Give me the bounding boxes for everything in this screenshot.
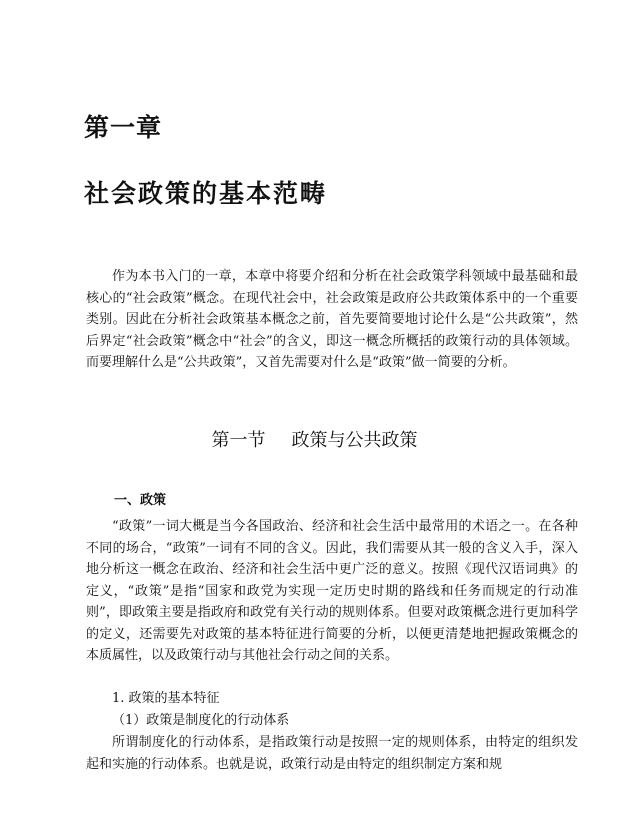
section-heading (0, 426, 629, 452)
body-paragraph-1: “政策”一词大概是当今各国政治、经济和社会生活中最常用的术语之一。在各种不同的场合，“政策”一词有不同的含义。因此，我们需要从其一般的含义入手，深入地分析这一概念在政治、经济和社会生活中更广泛的意义。按照《现代汉语词典》的定义，“政策”是指“国家和政党为实现一定历史时期的路线和任务而规定的行动准则”，即政策主要是指政府和政党有关行动的规则体系。但要对政策概念进行更加科学的定义，还需要先对政策的基本特征进行简要的分析，以便更清楚地把握政策概念的本质属性，以及政策行动与其他社会行动之间的关系。 (86, 519, 578, 663)
body-paragraph-2: 所谓制度化的行动体系，是指政策行动是按照一定的规则体系，由特定的组织发起和实施的行动体系。也就是说，政策行动是由特定的组织制定方案和规 (86, 735, 578, 772)
list-item-heading-2: （1）政策是制度化的行动体系 (112, 713, 290, 728)
section-number: 第一节 (211, 430, 266, 451)
chapter-label: 第一章 (84, 113, 163, 142)
intro-paragraph: 作为本书入门的一章，本章中将要介绍和分析在社会政策学科领域中最基础和最核心的“社会政策”概念。在现代社会中，社会政策是政府公共政策体系中的一个重要类别。因此在分析社会政策基本概念之前，首先要简要地讨论什么是“公共政策”，然后界定“社会政策”概念中“社会”的含义，即这一概念所概括的政策行动的具体领域。而要理解什么是“公共政策”，又首先需要对什么是“政策”做一简要的分析。 (86, 269, 578, 370)
subsection-heading: 一、政策 (114, 493, 167, 508)
list-item-heading-1: 1. 政策的基本特征 (112, 691, 220, 706)
chapter-title: 社会政策的基本范畴 (84, 179, 328, 208)
section-title: 政策与公共政策 (291, 430, 418, 451)
